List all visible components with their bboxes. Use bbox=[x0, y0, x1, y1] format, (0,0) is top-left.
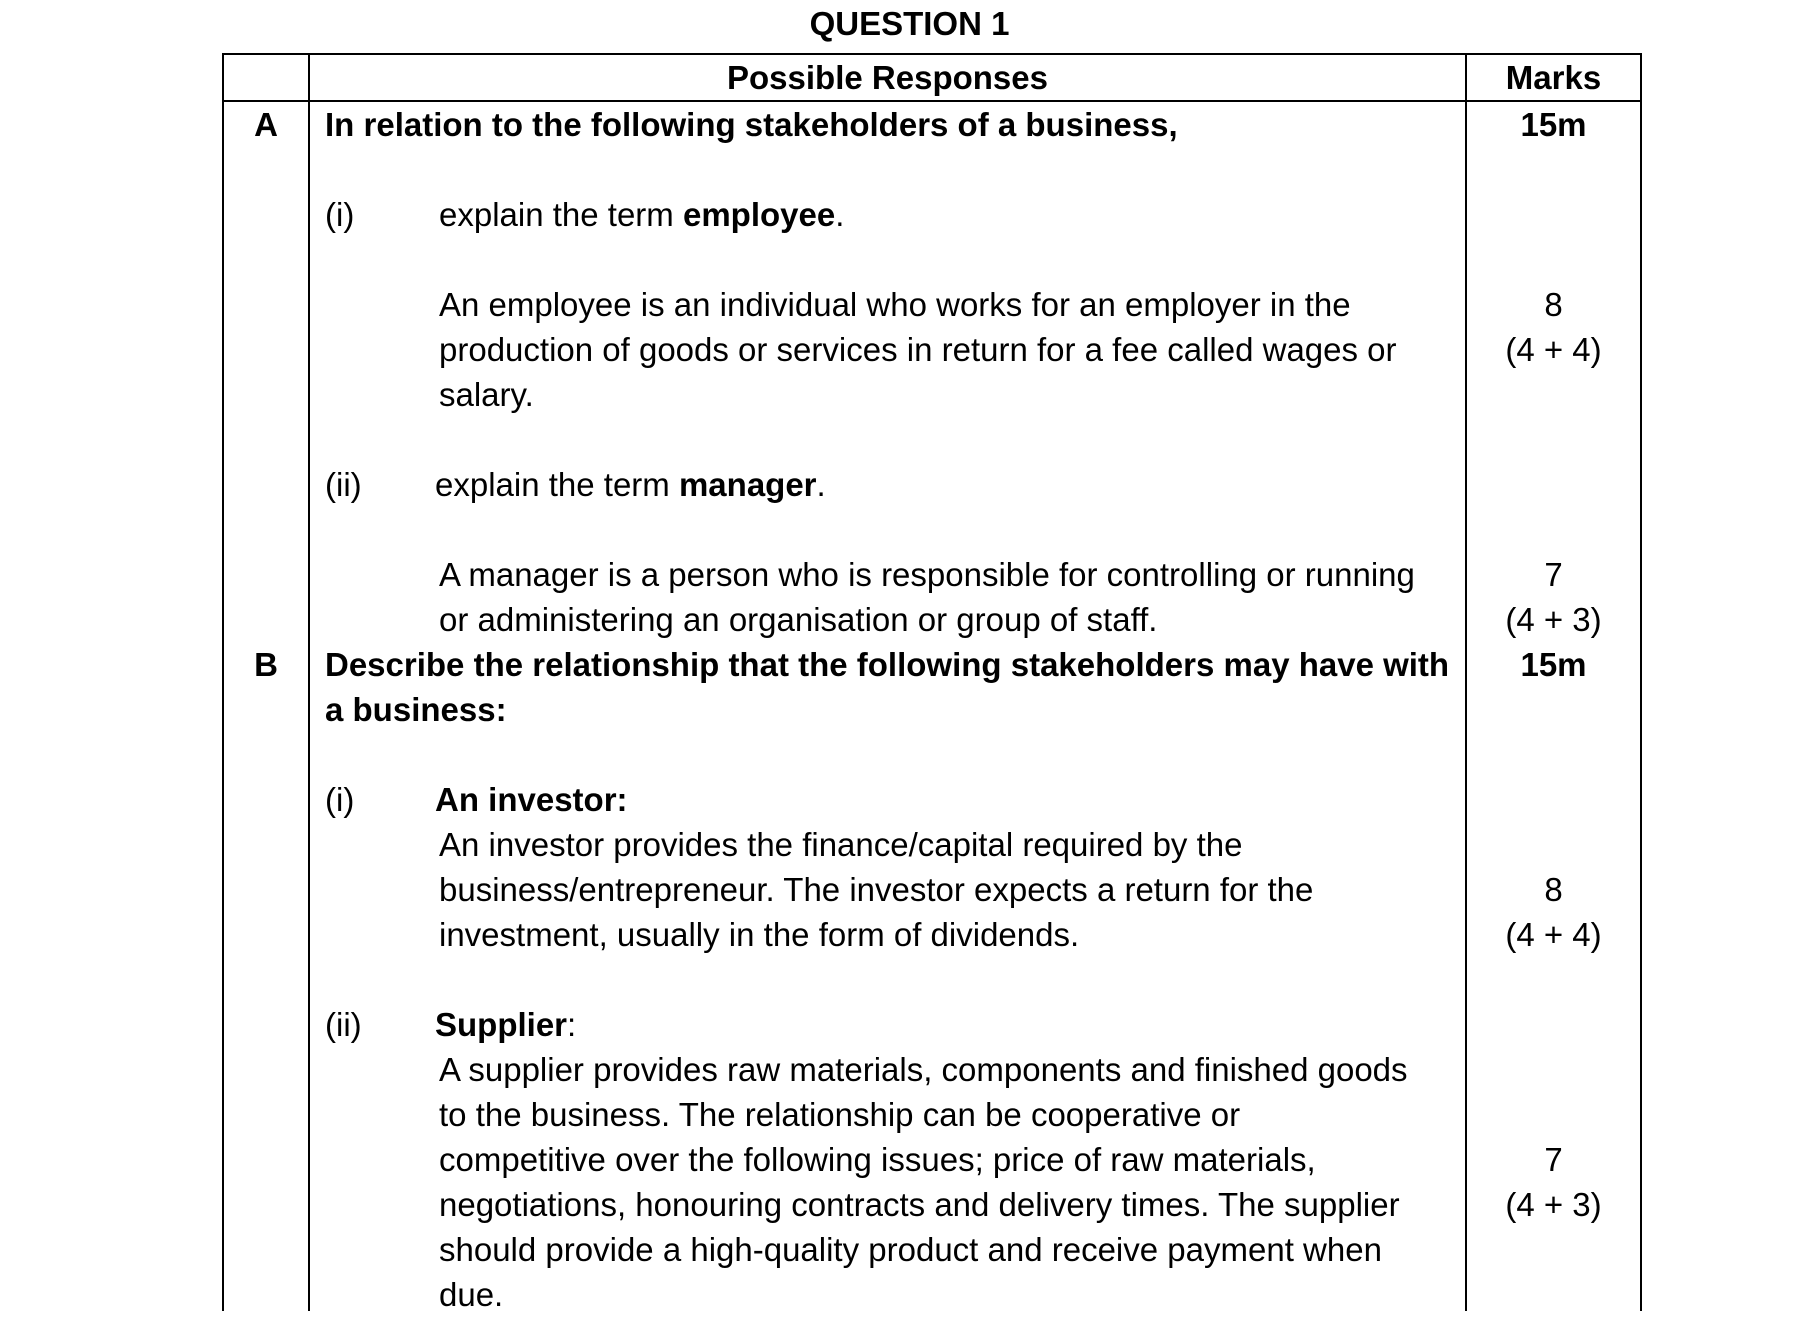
instruction-text: explain the term bbox=[439, 196, 683, 233]
heading-text: Supplier bbox=[435, 1006, 568, 1043]
section-letter: B bbox=[254, 646, 278, 683]
part-numeral: (i) bbox=[325, 196, 355, 233]
section-prompt-line: a business: bbox=[325, 691, 507, 728]
answer-line: competitive over the following issues; price of raw materials, bbox=[439, 1141, 1316, 1178]
document-title: QUESTION 1 bbox=[809, 5, 1010, 42]
answer-line: negotiations, honouring contracts and delivery times. The supplier bbox=[439, 1186, 1400, 1223]
heading-colon: : bbox=[567, 1006, 577, 1043]
letter-column-divider bbox=[308, 53, 310, 1311]
header-marks: Marks bbox=[1505, 59, 1602, 96]
part-mark-breakdown: (4 + 4) bbox=[1505, 331, 1602, 368]
section-total-marks: 15m bbox=[1520, 106, 1587, 143]
answer-line: A supplier provides raw materials, components and finished goods bbox=[439, 1051, 1408, 1088]
part-numeral: (i) bbox=[325, 781, 355, 818]
part-mark-breakdown: (4 + 4) bbox=[1505, 916, 1602, 953]
part-numeral: (ii) bbox=[325, 466, 362, 503]
answer-line: or administering an organisation or group of staff. bbox=[439, 601, 1158, 638]
part-heading: An investor: bbox=[435, 781, 628, 818]
header-possible-responses: Possible Responses bbox=[727, 59, 1048, 96]
section-prompt-line: Describe the relationship that the following stakeholders may have with bbox=[325, 646, 1450, 683]
answer-line: salary. bbox=[439, 376, 534, 413]
instruction-term: manager bbox=[678, 466, 817, 503]
instruction-term: employee bbox=[682, 196, 836, 233]
answer-line: investment, usually in the form of dividends. bbox=[439, 916, 1080, 953]
header-bottom-border bbox=[222, 100, 1642, 102]
part-heading bbox=[435, 1003, 576, 1047]
answer-line: should provide a high-quality product and receive payment when bbox=[439, 1231, 1382, 1268]
table-right-border bbox=[1640, 53, 1642, 1311]
instruction-text: explain the term bbox=[435, 466, 679, 503]
answer-line: production of goods or services in return for a fee called wages or bbox=[439, 331, 1397, 368]
section-total-marks: 15m bbox=[1520, 646, 1587, 683]
answer-line: to the business. The relationship can be cooperative or bbox=[439, 1096, 1241, 1133]
instruction-punct: . bbox=[835, 196, 845, 233]
answer-line: An employee is an individual who works for an employer in the bbox=[439, 286, 1351, 323]
answer-line: An investor provides the finance/capital required by the bbox=[439, 826, 1243, 863]
part-instruction bbox=[435, 463, 826, 507]
answer-line: due. bbox=[439, 1276, 504, 1313]
part-instruction bbox=[439, 193, 844, 237]
section-letter: A bbox=[254, 106, 278, 143]
part-mark: 7 bbox=[1544, 556, 1563, 593]
answer-line: business/entrepreneur. The investor expects a return for the bbox=[439, 871, 1314, 908]
part-mark-breakdown: (4 + 3) bbox=[1505, 1186, 1602, 1223]
part-mark-breakdown: (4 + 3) bbox=[1505, 601, 1602, 638]
table-top-border bbox=[222, 53, 1642, 55]
part-mark: 8 bbox=[1544, 286, 1563, 323]
answer-line: A manager is a person who is responsible for controlling or running bbox=[439, 556, 1415, 593]
instruction-punct: . bbox=[816, 466, 826, 503]
part-mark: 8 bbox=[1544, 871, 1563, 908]
section-prompt: In relation to the following stakeholders of a business, bbox=[325, 106, 1178, 143]
part-numeral: (ii) bbox=[325, 1006, 362, 1043]
part-mark: 7 bbox=[1544, 1141, 1563, 1178]
